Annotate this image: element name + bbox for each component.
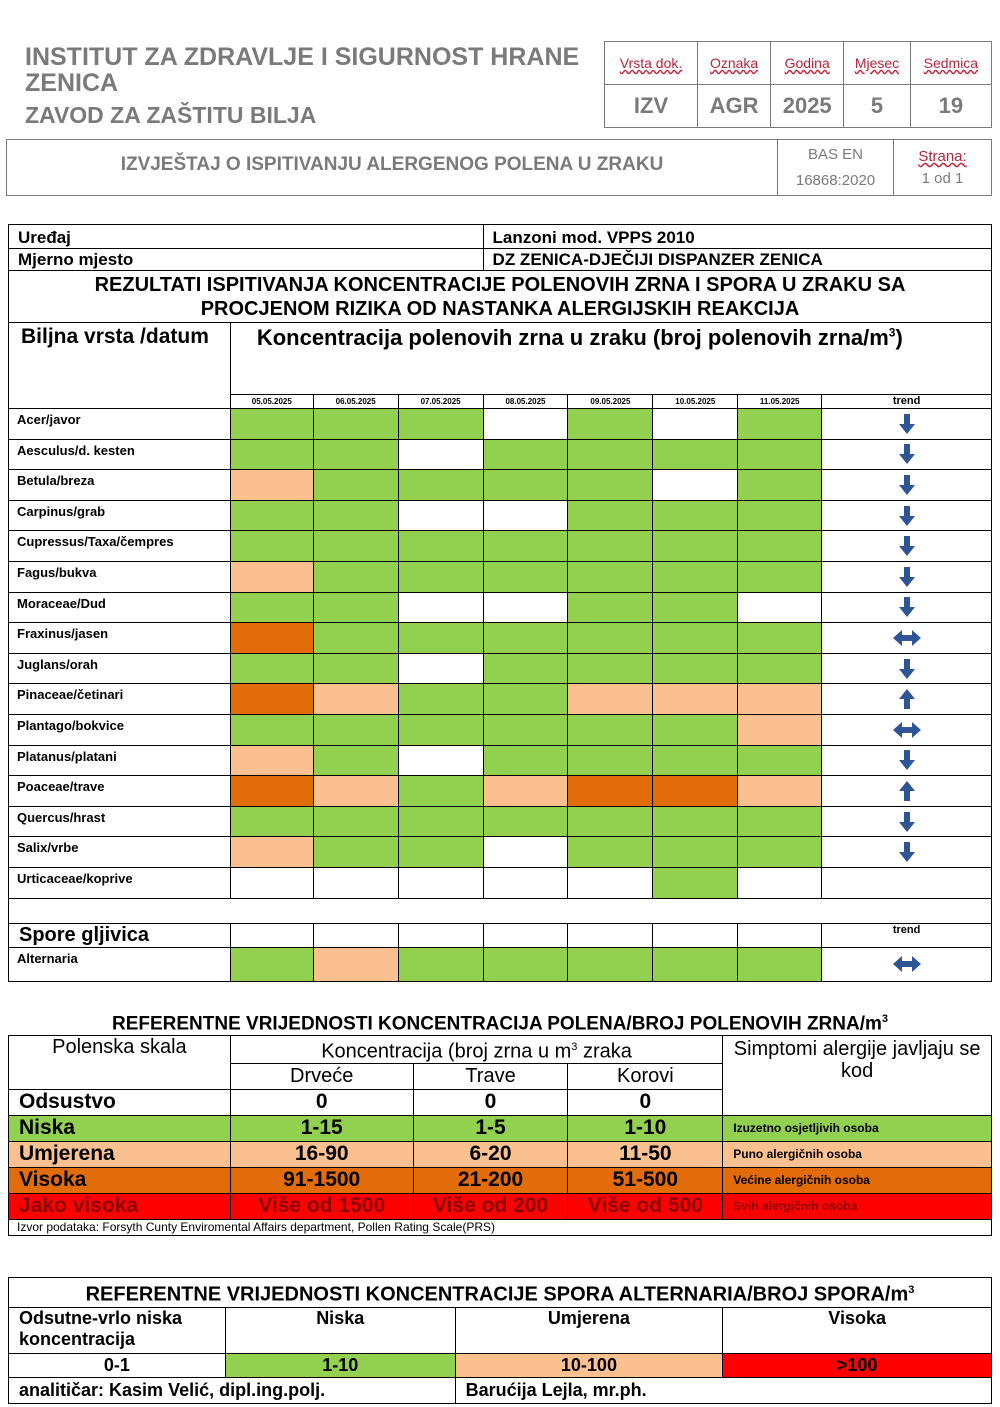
plant-name: Plantago/bokvice <box>9 714 231 745</box>
concentration-cell-niska <box>653 653 738 684</box>
concentration-cell-niska <box>568 806 653 837</box>
plant-row <box>9 592 992 623</box>
symptoms-header: Simptomi alergije javljaju se kod <box>723 1036 992 1116</box>
concentration-cell-niska <box>653 531 738 562</box>
ref-weeds-value: 1-10 <box>568 1115 723 1141</box>
ref-weeds-value: 11-50 <box>568 1141 723 1167</box>
department-name: ZAVOD ZA ZAŠTITU BILJA <box>25 102 317 128</box>
plant-row <box>9 806 992 837</box>
concentration-cell-niska <box>230 806 313 837</box>
trend-cell <box>822 653 992 684</box>
standard-reference <box>777 140 893 195</box>
ref-trees-value: 0 <box>230 1089 413 1115</box>
concentration-header <box>230 1036 722 1064</box>
plant-name: Quercus/hrast <box>9 806 231 837</box>
concentration-cell-niska <box>398 947 483 981</box>
concentration-cell-niska <box>230 531 313 562</box>
ref-conc-text: Koncentracija (broj zrna u m <box>321 1040 572 1063</box>
concentration-cell-visoka <box>568 776 653 807</box>
trend-cell <box>822 837 992 868</box>
plant-row <box>9 409 992 440</box>
report-title-box <box>6 139 992 196</box>
plant-name: Salix/vrbe <box>9 837 231 868</box>
date-header: 10.05.2025 <box>653 395 738 409</box>
concentration-cell-niska <box>568 561 653 592</box>
pollen-results-table <box>8 224 992 982</box>
ref-symptoms: Svih alergičnih osoba <box>723 1193 992 1219</box>
concentration-cell-niska <box>738 947 822 981</box>
concentration-cell-niska <box>313 439 398 470</box>
concentration-cell-niska <box>738 500 822 531</box>
code-value: 19 <box>910 85 991 128</box>
plant-name: Pinaceae/četinari <box>9 684 231 715</box>
trees-header: Drveće <box>230 1063 413 1089</box>
arrow-up-icon <box>897 780 917 802</box>
alt-high-value: >100 <box>723 1353 992 1377</box>
page-label: Strana: <box>918 148 967 165</box>
concentration-cell-visoka <box>230 776 313 807</box>
ref-trees-value: 1-15 <box>230 1115 413 1141</box>
concentration-cell-umjerena <box>738 714 822 745</box>
concentration-cell-niska <box>313 806 398 837</box>
spore-name: Alternaria <box>9 947 231 981</box>
arrow-down-icon <box>897 841 917 863</box>
concentration-cell-niska <box>483 439 568 470</box>
concentration-cell-niska <box>398 561 483 592</box>
concentration-cell-odsustvo <box>653 409 738 440</box>
concentration-cell-umjerena <box>483 776 568 807</box>
concentration-cell-niska <box>568 714 653 745</box>
plant-name: Carpinus/grab <box>9 500 231 531</box>
concentration-cell-niska <box>568 439 653 470</box>
spore-header-cell <box>568 923 653 947</box>
trend-cell <box>822 439 992 470</box>
arrow-down-icon <box>897 566 917 588</box>
concentration-cell-niska <box>653 714 738 745</box>
plant-rows <box>9 409 992 899</box>
analyst-right: Barućija Lejla, mr.ph. <box>455 1377 991 1403</box>
concentration-cell-odsustvo <box>483 592 568 623</box>
date-header: 06.05.2025 <box>313 395 398 409</box>
reference-title-sup: 3 <box>881 1013 889 1025</box>
concentration-cell-odsustvo <box>398 500 483 531</box>
concentration-cell-niska <box>738 470 822 501</box>
concentration-cell-niska <box>398 531 483 562</box>
concentration-cell-niska <box>738 531 822 562</box>
concentration-cell-odsustvo <box>738 867 822 898</box>
location-label: Mjerno mjesto <box>9 249 484 271</box>
concentration-cell-niska <box>568 653 653 684</box>
ref-trees-value: 16-90 <box>230 1141 413 1167</box>
trend-cell <box>822 867 992 898</box>
concentration-cell-niska <box>738 745 822 776</box>
plant-name: Juglans/orah <box>9 653 231 684</box>
concentration-cell-niska <box>313 623 398 654</box>
date-header: 08.05.2025 <box>483 395 568 409</box>
grass-header: Trave <box>413 1063 568 1089</box>
concentration-cell-umjerena <box>230 561 313 592</box>
results-title-line1: REZULTATI ISPITIVANJA KONCENTRACIJE POLENOVIH ZRNA I SPORA U ZRAKU SA <box>94 273 906 296</box>
location-value: DZ ZENICA-DJEČIJI DISPANZER ZENICA <box>483 249 991 271</box>
concentration-cell-odsustvo <box>653 470 738 501</box>
concentration-cell-niska <box>398 837 483 868</box>
concentration-cell-niska <box>568 623 653 654</box>
arrow-down-icon <box>897 811 917 833</box>
alt-absent-header: Odsutne-vrlo niska koncentracija <box>9 1307 226 1353</box>
results-title <box>9 271 992 323</box>
plant-row <box>9 745 992 776</box>
concentration-cell-niska <box>313 470 398 501</box>
plant-row <box>9 623 992 654</box>
concentration-cell-niska <box>653 745 738 776</box>
spore-trend-header: trend <box>822 923 992 947</box>
concentration-cell-niska <box>738 561 822 592</box>
plant-name: Urticaceae/koprive <box>9 867 231 898</box>
concentration-cell-umjerena <box>313 776 398 807</box>
concentration-cell-umjerena <box>568 684 653 715</box>
concentration-cell-niska <box>483 684 568 715</box>
ref-symptoms: Izuzetno osjetljivih osoba <box>723 1115 992 1141</box>
code-label: Vrsta dok. <box>605 42 698 85</box>
concentration-cell-niska <box>568 409 653 440</box>
trend-cell <box>822 531 992 562</box>
concentration-cell-niska <box>398 684 483 715</box>
ref-level: Visoka <box>9 1167 231 1193</box>
ref-level: Odsustvo <box>9 1089 231 1115</box>
plant-name: Cupressus/Taxa/čempres <box>9 531 231 562</box>
arrow-down-icon <box>897 474 917 496</box>
arrow-down-icon <box>897 505 917 527</box>
spore-rows <box>9 947 992 981</box>
device-value: Lanzoni mod. VPPS 2010 <box>483 225 991 249</box>
code-label: Godina <box>771 42 844 85</box>
ref-grass-value: 21-200 <box>413 1167 568 1193</box>
concentration-header-tail: ) <box>895 325 903 350</box>
concentration-cell-niska <box>738 806 822 837</box>
concentration-cell-visoka <box>230 623 313 654</box>
concentration-cell-niska <box>230 714 313 745</box>
concentration-cell-odsustvo <box>483 500 568 531</box>
concentration-cell-visoka <box>230 684 313 715</box>
standard-line1: BAS EN <box>807 146 864 163</box>
plant-row <box>9 776 992 807</box>
ref-weeds-value: 0 <box>568 1089 723 1115</box>
concentration-cell-odsustvo <box>568 867 653 898</box>
arrow-down-icon <box>897 658 917 680</box>
concentration-cell-niska <box>568 500 653 531</box>
ref-symptoms: Većine alergičnih osoba <box>723 1167 992 1193</box>
ref-symptoms: Puno alergičnih osoba <box>723 1141 992 1167</box>
code-value: 2025 <box>771 85 844 128</box>
plant-name: Fagus/bukva <box>9 561 231 592</box>
arrow-both-icon <box>892 629 922 647</box>
date-header: 11.05.2025 <box>738 395 822 409</box>
plant-name: Betula/breza <box>9 470 231 501</box>
code-label: Oznaka <box>698 42 771 85</box>
concentration-cell-odsustvo <box>398 653 483 684</box>
plant-row <box>9 470 992 501</box>
trend-cell <box>822 409 992 440</box>
concentration-cell-niska <box>230 500 313 531</box>
institute-name-line2: ZENICA <box>25 69 119 97</box>
concentration-cell-odsustvo <box>398 867 483 898</box>
concentration-cell-niska <box>653 592 738 623</box>
concentration-cell-niska <box>653 439 738 470</box>
concentration-cell-niska <box>653 867 738 898</box>
alt-low-header: Niska <box>225 1307 455 1353</box>
concentration-cell-niska <box>653 947 738 981</box>
trend-cell <box>822 470 992 501</box>
concentration-cell-niska <box>230 409 313 440</box>
weeds-header: Korovi <box>568 1063 723 1089</box>
plant-name: Acer/javor <box>9 409 231 440</box>
concentration-cell-niska <box>653 500 738 531</box>
alt-mid-header: Umjerena <box>455 1307 723 1353</box>
concentration-cell-niska <box>230 947 313 981</box>
concentration-cell-niska <box>398 776 483 807</box>
concentration-cell-niska <box>230 439 313 470</box>
spore-row <box>9 947 992 981</box>
ref-weeds-value: 51-500 <box>568 1167 723 1193</box>
concentration-cell-niska <box>230 592 313 623</box>
concentration-cell-niska <box>483 561 568 592</box>
standard-line2: 16868:2020 <box>795 172 876 189</box>
reference-title-text: REFERENTNE VRIJEDNOSTI KONCENTRACIJA POLENA/BROJ POLENOVIH ZRNA/m <box>111 1013 882 1035</box>
concentration-cell-niska <box>483 653 568 684</box>
arrow-down-icon <box>897 535 917 557</box>
concentration-cell-odsustvo <box>313 867 398 898</box>
concentration-cell-niska <box>568 470 653 501</box>
alternaria-ref-title <box>9 1278 992 1308</box>
concentration-cell-niska <box>313 714 398 745</box>
concentration-header-text: Koncentracija polenovih zrna u zraku (broj polenovih zrna/m <box>256 325 889 350</box>
ref-level: Jako visoka <box>9 1193 231 1219</box>
concentration-cell-odsustvo <box>398 745 483 776</box>
ref-weeds-value: Više od 500 <box>568 1193 723 1219</box>
concentration-cell-umjerena <box>313 947 398 981</box>
ref-level: Niska <box>9 1115 231 1141</box>
concentration-cell-niska <box>653 561 738 592</box>
concentration-cell-niska <box>483 745 568 776</box>
concentration-cell-umjerena <box>230 745 313 776</box>
trend-cell <box>822 714 992 745</box>
concentration-cell-niska <box>483 470 568 501</box>
concentration-cell-niska <box>483 531 568 562</box>
ref-grass-value: 0 <box>413 1089 568 1115</box>
concentration-column-header <box>230 323 991 395</box>
concentration-cell-odsustvo <box>398 592 483 623</box>
concentration-cell-umjerena <box>738 684 822 715</box>
concentration-cell-niska <box>738 623 822 654</box>
ref-conc-tail: zraka <box>577 1040 632 1063</box>
reference-source: Izvor podataka: Forsyth Cunty Enviromental Affairs department, Pollen Rating Scale(PRS) <box>9 1219 992 1235</box>
ref-trees-value: 91-1500 <box>230 1167 413 1193</box>
concentration-cell-umjerena <box>653 684 738 715</box>
arrow-down-icon <box>897 413 917 435</box>
trend-cell <box>822 806 992 837</box>
plant-name: Fraxinus/jasen <box>9 623 231 654</box>
concentration-cell-niska <box>568 947 653 981</box>
concentration-cell-niska <box>568 592 653 623</box>
spore-header-cell <box>398 923 483 947</box>
concentration-cell-niska <box>313 561 398 592</box>
plant-row <box>9 837 992 868</box>
plant-column-header: Biljna vrsta /datum <box>9 323 231 409</box>
ref-grass-value: 1-5 <box>413 1115 568 1141</box>
concentration-cell-niska <box>313 409 398 440</box>
scale-header: Polenska skala <box>9 1036 231 1090</box>
reference-title <box>0 1013 1000 1035</box>
results-title-line2: PROCJENOM RIZIKA OD NASTANKA ALERGIJSKIH REAKCIJA <box>200 297 800 320</box>
plant-row <box>9 714 992 745</box>
arrow-up-icon <box>897 688 917 710</box>
alternaria-title-sup: 3 <box>908 1284 915 1296</box>
plant-row <box>9 561 992 592</box>
concentration-cell-niska <box>313 653 398 684</box>
concentration-cell-niska <box>313 837 398 868</box>
plant-name: Aesculus/d. kesten <box>9 439 231 470</box>
concentration-cell-niska <box>398 623 483 654</box>
report-title: IZVJEŠTAJ O ISPITIVANJU ALERGENOG POLENA U ZRAKU <box>120 154 664 175</box>
plant-row <box>9 500 992 531</box>
date-header: 05.05.2025 <box>230 395 313 409</box>
concentration-cell-niska <box>398 470 483 501</box>
concentration-cell-niska <box>313 592 398 623</box>
plant-name: Poaceae/trave <box>9 776 231 807</box>
concentration-cell-odsustvo <box>483 409 568 440</box>
page-value: 1 od 1 <box>921 170 964 187</box>
spore-header-cell <box>483 923 568 947</box>
alt-high-header: Visoka <box>723 1307 992 1353</box>
spore-header-cell <box>653 923 738 947</box>
trend-header: trend <box>822 395 992 409</box>
institute-name-line1: INSTITUT ZA ZDRAVLJE I SIGURNOST HRANE <box>25 43 580 71</box>
ref-conc-sup: 3 <box>571 1041 578 1053</box>
plant-name: Platanus/platani <box>9 745 231 776</box>
concentration-cell-umjerena <box>313 684 398 715</box>
trend-cell <box>822 745 992 776</box>
concentration-cell-niska <box>568 531 653 562</box>
alt-low-value: 1-10 <box>225 1353 455 1377</box>
concentration-cell-niska <box>738 653 822 684</box>
spore-header-cell <box>738 923 822 947</box>
arrow-down-icon <box>897 749 917 771</box>
alternaria-title-text: REFERENTNE VRIJEDNOSTI KONCENTRACIJE SPORA ALTERNARIA/BROJ SPORA/m <box>85 1283 909 1306</box>
concentration-cell-niska <box>398 409 483 440</box>
concentration-cell-odsustvo <box>483 837 568 868</box>
arrow-down-icon <box>897 443 917 465</box>
concentration-cell-umjerena <box>738 776 822 807</box>
concentration-cell-niska <box>738 409 822 440</box>
concentration-cell-umjerena <box>230 470 313 501</box>
code-value: AGR <box>698 85 771 128</box>
ref-trees-value: Više od 1500 <box>230 1193 413 1219</box>
ref-grass-value: 6-20 <box>413 1141 568 1167</box>
plant-row <box>9 653 992 684</box>
spore-header-cell <box>230 923 313 947</box>
page-info <box>893 140 991 195</box>
alt-absent-value: 0-1 <box>9 1353 226 1377</box>
ref-level: Umjerena <box>9 1141 231 1167</box>
concentration-cell-niska <box>483 806 568 837</box>
concentration-cell-niska <box>313 745 398 776</box>
plant-name: Moraceae/Dud <box>9 592 231 623</box>
alt-mid-value: 10-100 <box>455 1353 723 1377</box>
concentration-cell-odsustvo <box>738 592 822 623</box>
concentration-header-sup: 3 <box>888 325 896 340</box>
date-header: 09.05.2025 <box>568 395 653 409</box>
concentration-cell-niska <box>483 947 568 981</box>
spores-header: Spore gljivica <box>9 923 231 947</box>
alternaria-reference-table <box>8 1277 992 1404</box>
arrow-both-icon <box>892 721 922 739</box>
concentration-cell-niska <box>230 653 313 684</box>
plant-row <box>9 439 992 470</box>
plant-row <box>9 531 992 562</box>
concentration-cell-niska <box>653 806 738 837</box>
concentration-cell-odsustvo <box>398 439 483 470</box>
institute-header <box>25 44 595 128</box>
code-value: IZV <box>605 85 698 128</box>
concentration-cell-niska <box>568 745 653 776</box>
code-label: Sedmica <box>910 42 991 85</box>
plant-row <box>9 684 992 715</box>
code-value: 5 <box>844 85 910 128</box>
trend-cell <box>822 947 992 981</box>
document-codes-table <box>604 41 992 128</box>
arrow-both-icon <box>892 955 922 973</box>
spacer-row <box>9 898 992 923</box>
concentration-cell-niska <box>653 623 738 654</box>
arrow-down-icon <box>897 596 917 618</box>
concentration-cell-niska <box>483 623 568 654</box>
trend-cell <box>822 684 992 715</box>
analyst-left: analitičar: Kasim Velić, dipl.ing.polj. <box>9 1377 456 1403</box>
concentration-cell-umjerena <box>230 837 313 868</box>
spore-header-cell <box>313 923 398 947</box>
code-label: Mjesec <box>844 42 910 85</box>
pollen-reference-table <box>8 1035 992 1236</box>
concentration-cell-niska <box>398 806 483 837</box>
concentration-cell-odsustvo <box>483 867 568 898</box>
ref-grass-value: Više od 200 <box>413 1193 568 1219</box>
trend-cell <box>822 561 992 592</box>
concentration-cell-visoka <box>653 776 738 807</box>
date-header: 07.05.2025 <box>398 395 483 409</box>
trend-cell <box>822 500 992 531</box>
trend-cell <box>822 776 992 807</box>
concentration-cell-niska <box>313 531 398 562</box>
plant-row <box>9 867 992 898</box>
concentration-cell-niska <box>738 439 822 470</box>
concentration-cell-niska <box>738 837 822 868</box>
concentration-cell-niska <box>313 500 398 531</box>
trend-cell <box>822 592 992 623</box>
concentration-cell-niska <box>398 714 483 745</box>
concentration-cell-niska <box>483 714 568 745</box>
trend-cell <box>822 623 992 654</box>
concentration-cell-niska <box>653 837 738 868</box>
device-label: Uređaj <box>9 225 484 249</box>
concentration-cell-niska <box>568 837 653 868</box>
concentration-cell-odsustvo <box>230 867 313 898</box>
